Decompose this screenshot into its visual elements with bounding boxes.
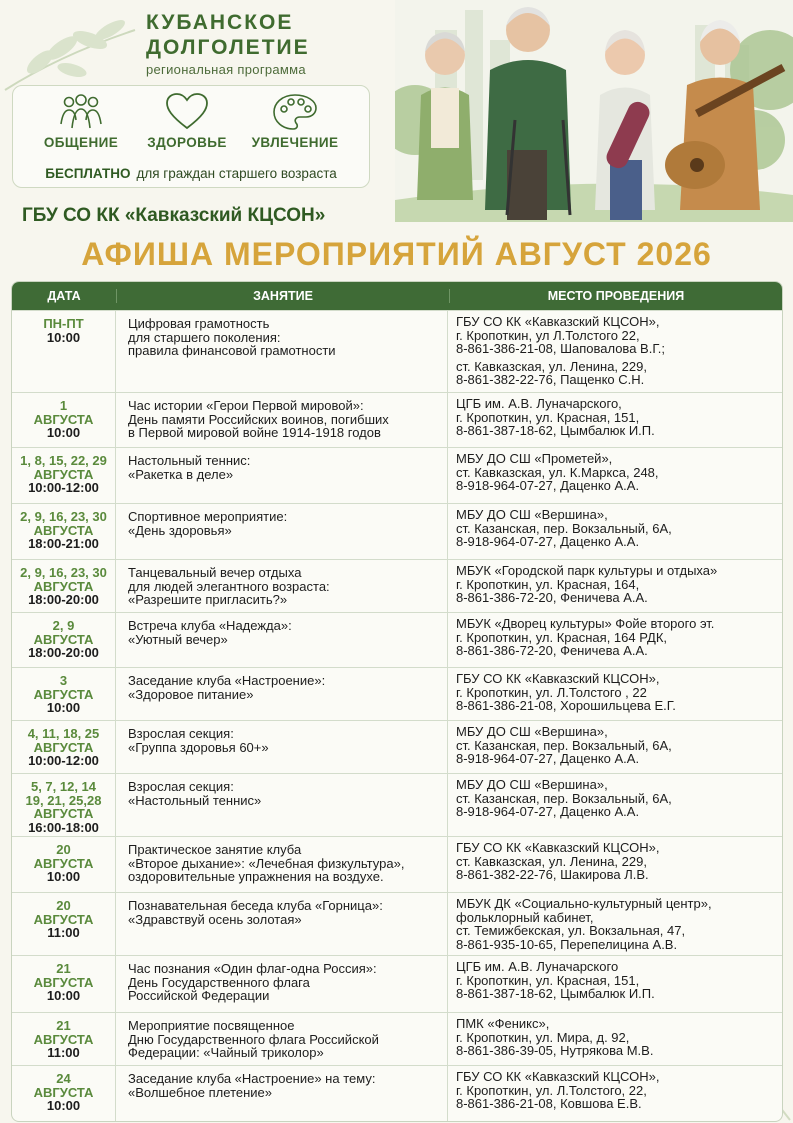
place-line: 8-861-382-22-76, Шакирова Л.В. xyxy=(456,867,649,882)
people-icon xyxy=(57,92,105,132)
table-row xyxy=(12,667,782,720)
table-row xyxy=(12,955,782,1012)
header-place: МЕСТО ПРОВЕДЕНИЯ xyxy=(547,289,685,303)
poster-title: АФИША МЕРОПРИЯТИЙ АВГУСТ 2026 xyxy=(81,236,712,272)
free-note xyxy=(13,166,369,181)
place-cell xyxy=(448,393,782,447)
place-line: г. Кропоткин, ул. Красная, 164 РДК, xyxy=(456,629,668,645)
date-text: 19, 21, 25,28 xyxy=(25,792,102,808)
activity-line: Практическое занятие клуба xyxy=(128,842,302,857)
table-row xyxy=(12,773,782,836)
place-line: ГБУ СО КК «Кавказский КЦСОН», xyxy=(456,1069,660,1084)
time-text: 10:00-12:00 xyxy=(28,480,99,495)
place-cell xyxy=(448,668,782,720)
place-line: 8-861-386-21-08, Ковшова Е.В. xyxy=(456,1096,642,1111)
free-note-text: для граждан старшего возраста xyxy=(136,166,337,181)
place-line: МБУ ДО СШ «Прометей», xyxy=(456,451,613,466)
seniors-illustration xyxy=(395,0,793,222)
features-panel xyxy=(12,85,370,188)
activity-line: Заседание клуба «Настроение»: xyxy=(128,673,326,688)
date-text: 21 xyxy=(56,961,71,976)
place-cell xyxy=(448,613,782,667)
date-cell xyxy=(12,560,116,612)
date-text: 3 xyxy=(59,673,68,688)
activity-line: оздоровительные упражнения на воздухе. xyxy=(128,869,384,884)
time-text: 10:00 xyxy=(46,869,81,884)
table-row xyxy=(12,310,782,392)
activity-cell xyxy=(116,393,448,447)
date-text: АВГУСТА xyxy=(33,411,94,427)
activity-line: «Второе дыхание»: «Лечебная физкультура», xyxy=(128,855,405,871)
place-cell xyxy=(448,837,782,892)
time-text: 10:00 xyxy=(46,1098,81,1113)
feature-label: ОБЩЕНИЕ xyxy=(43,135,119,150)
date-text: АВГУСТА xyxy=(33,578,94,594)
schedule-table xyxy=(11,281,783,1122)
activity-cell xyxy=(116,448,448,503)
date-cell xyxy=(12,956,116,1012)
date-text: 21 xyxy=(56,1018,71,1033)
activity-cell xyxy=(116,893,448,955)
date-cell xyxy=(12,448,116,503)
program-title-line1: КУБАНСКОЕ xyxy=(146,11,294,34)
date-text: АВГУСТА xyxy=(33,522,94,538)
place-line: ГБУ СО КК «Кавказский КЦСОН», xyxy=(456,840,660,855)
date-text: 20 xyxy=(56,898,71,913)
activity-cell xyxy=(116,311,448,392)
place-line: фольклорный кабинет, xyxy=(456,909,594,925)
activity-line: Дню Государственного флага Российской xyxy=(128,1031,379,1047)
place-line: 8-861-386-21-08, Шаповалова В.Г.; xyxy=(456,341,665,356)
activity-line: Заседание клуба «Настроение» на тему: xyxy=(128,1071,376,1086)
activity-line: «Здоровое питание» xyxy=(128,686,254,702)
activity-line: правила финансовой грамотности xyxy=(128,343,336,358)
date-text: АВГУСТА xyxy=(33,974,94,990)
place-line: МБУ ДО СШ «Вершина», xyxy=(456,724,608,739)
time-text: 18:00-21:00 xyxy=(28,536,99,551)
activity-line: «Настольный теннис» xyxy=(128,792,262,808)
date-text: 1, 8, 15, 22, 29 xyxy=(20,453,107,468)
table-row xyxy=(12,1065,782,1121)
heart-icon xyxy=(163,92,211,132)
time-text: 10:00 xyxy=(46,329,81,345)
date-cell xyxy=(12,774,116,836)
place-line: ст. Казанская, пер. Вокзальный, 6А, xyxy=(456,737,672,753)
place-line: г. Кропоткин, ул. Л.Толстого , 22 xyxy=(456,684,647,700)
place-line: 8-861-387-18-62, Цымбалюк И.П. xyxy=(456,423,655,438)
place-cell xyxy=(448,721,782,773)
table-row xyxy=(12,1012,782,1065)
time-text: 10:00 xyxy=(46,700,81,715)
activity-line: Федерации: «Чайный триколор» xyxy=(128,1045,324,1060)
date-text: ПН-ПТ xyxy=(43,316,84,331)
place-line: ст. Кавказская, ул. К.Маркса, 248, xyxy=(456,464,659,480)
time-text: 16:00-18:00 xyxy=(28,819,99,835)
table-row xyxy=(12,392,782,447)
date-cell xyxy=(12,311,116,392)
activity-cell xyxy=(116,774,448,836)
table-header xyxy=(12,282,782,310)
time-text: 10:00 xyxy=(46,988,81,1003)
organization-name: ГБУ СО КК «Кавказский КЦСОН» xyxy=(22,205,326,226)
activity-line: «Разрешите пригласить?» xyxy=(128,592,288,607)
activity-cell xyxy=(116,1066,448,1121)
activity-line: Взрослая секция: xyxy=(128,726,234,741)
date-cell xyxy=(12,613,116,667)
place-line: ПМК «Феникс», xyxy=(456,1016,550,1031)
place-cell xyxy=(448,1066,782,1121)
activity-line: Взрослая секция: xyxy=(128,779,234,794)
place-line: г. Кропоткин, ул. Красная, 151, xyxy=(456,972,640,988)
time-text: 11:00 xyxy=(47,1045,80,1060)
date-text: АВГУСТА xyxy=(33,739,94,755)
place-line: ГБУ СО КК «Кавказский КЦСОН», xyxy=(456,314,660,329)
place-line: 8-861-382-22-76, Пащенко С.Н. xyxy=(456,372,645,387)
table-row xyxy=(12,720,782,773)
date-cell xyxy=(12,721,116,773)
table-row xyxy=(12,892,782,955)
activity-cell xyxy=(116,668,448,720)
date-cell xyxy=(12,393,116,447)
place-line: 8-918-964-07-27, Даценко А.А. xyxy=(456,804,640,819)
activity-cell xyxy=(116,837,448,892)
table-row xyxy=(12,612,782,667)
date-text: АВГУСТА xyxy=(33,1084,94,1100)
program-subtitle: региональная программа xyxy=(146,62,306,77)
table-row xyxy=(12,447,782,503)
time-text: 11:00 xyxy=(47,925,80,940)
place-line: ст. Темижбекская, ул. Вокзальная, 47, xyxy=(456,923,686,938)
activity-line: Настольный теннис: xyxy=(128,453,251,468)
date-text: АВГУСТА xyxy=(33,911,94,927)
activity-cell xyxy=(116,956,448,1012)
feature-communication xyxy=(31,92,131,150)
place-cell xyxy=(448,774,782,836)
feature-health xyxy=(137,92,237,150)
activity-line: Познавательная беседа клуба «Горница»: xyxy=(128,898,383,913)
place-line: МБУК «Городской парк культуры и отдыха» xyxy=(456,563,718,578)
program-brand xyxy=(146,10,310,77)
place-line: 8-861-386-72-20, Феничева А.А. xyxy=(456,590,648,605)
feature-hobby xyxy=(245,92,345,150)
activity-line: Российской Федерации xyxy=(128,988,270,1003)
program-title-line2: ДОЛГОЛЕТИЕ xyxy=(146,36,310,59)
place-line: 8-861-386-21-08, Хорошильцева Е.Г. xyxy=(456,698,676,713)
place-line: МБУК ДК «Социально-культурный центр», xyxy=(456,896,712,911)
date-cell xyxy=(12,668,116,720)
date-text: АВГУСТА xyxy=(33,686,94,702)
place-cell xyxy=(448,560,782,612)
place-line: 8-918-964-07-27, Даценко А.А. xyxy=(456,478,640,493)
date-cell xyxy=(12,837,116,892)
activity-line: для людей элегантного возраста: xyxy=(128,578,330,594)
activity-line: День памяти Российских воинов, погибших xyxy=(128,411,389,427)
date-text: 5, 7, 12, 14 xyxy=(30,779,97,794)
place-line: г. Кропоткин, ул. Красная, 151, xyxy=(456,409,640,425)
place-cell xyxy=(448,893,782,955)
activity-cell xyxy=(116,560,448,612)
activity-line: в Первой мировой войне 1914-1918 годов xyxy=(128,425,381,440)
activity-line: «День здоровья» xyxy=(128,522,232,538)
place-line: 8-861-386-39-05, Нутрякова М.В. xyxy=(456,1043,654,1058)
date-text: 2, 9, 16, 23, 30 xyxy=(20,509,107,524)
header-date: ДАТА xyxy=(12,289,117,303)
date-cell xyxy=(12,504,116,559)
place-cell xyxy=(448,956,782,1012)
place-line: ЦГБ им. А.В. Луначарского xyxy=(456,959,619,974)
activity-cell xyxy=(116,613,448,667)
place-cell xyxy=(448,1013,782,1065)
place-line: г. Кропоткин, ул. Мира, д. 92, xyxy=(456,1029,630,1045)
place-line: 8-861-387-18-62, Цымбалюк И.П. xyxy=(456,986,655,1001)
time-text: 10:00-12:00 xyxy=(28,753,99,768)
place-line: 8-918-964-07-27, Даценко А.А. xyxy=(456,751,640,766)
place-line: ст. Кавказская, ул. Ленина, 229, xyxy=(456,358,647,374)
date-cell xyxy=(12,1013,116,1065)
date-text: 1 xyxy=(59,398,68,413)
activity-cell xyxy=(116,721,448,773)
place-line: 8-918-964-07-27, Даценко А.А. xyxy=(456,534,640,549)
place-line: г. Кропоткин, ул. Красная, 164, xyxy=(456,576,640,592)
date-cell xyxy=(12,893,116,955)
place-line: г. Кропоткин, ул Л.Толстого 22, xyxy=(456,327,640,343)
activity-line: «Уютный вечер» xyxy=(128,631,228,647)
place-line: 8-861-935-10-65, Перепелицина А.В. xyxy=(456,936,678,952)
date-text: 24 xyxy=(56,1071,71,1086)
time-text: 18:00-20:00 xyxy=(28,592,99,607)
place-line: МБУК «Дворец культуры» Фойе второго эт. xyxy=(456,616,715,631)
date-text: 20 xyxy=(56,842,71,857)
date-text: АВГУСТА xyxy=(33,1031,94,1047)
activity-cell xyxy=(116,1013,448,1065)
activity-line: День Государственного флага xyxy=(128,974,310,990)
activity-line: для старшего поколения: xyxy=(128,329,281,345)
place-line: ЦГБ им. А.В. Луначарского, xyxy=(456,396,622,411)
free-note-strong: БЕСПЛАТНО xyxy=(45,166,131,181)
feature-label: УВЛЕЧЕНИЕ xyxy=(251,135,339,150)
activity-line: «Группа здоровья 60+» xyxy=(128,739,269,755)
time-text: 18:00-20:00 xyxy=(28,645,99,660)
place-line: ГБУ СО КК «Кавказский КЦСОН», xyxy=(456,671,660,686)
activity-cell xyxy=(116,504,448,559)
activity-line: «Волшебное плетение» xyxy=(128,1084,273,1100)
date-cell xyxy=(12,1066,116,1121)
date-text: АВГУСТА xyxy=(33,466,94,482)
activity-line: Цифровая грамотность xyxy=(128,316,270,331)
feature-label: ЗДОРОВЬЕ xyxy=(147,135,227,150)
place-line: МБУ ДО СШ «Вершина», xyxy=(456,777,608,792)
activity-line: «Ракетка в деле» xyxy=(128,466,234,482)
place-line: 8-861-386-72-20, Феничева А.А. xyxy=(456,643,648,658)
place-line: ст. Казанская, пер. Вокзальный, 6А, xyxy=(456,520,672,536)
header-activity: ЗАНЯТИЕ xyxy=(117,289,450,303)
table-row xyxy=(12,503,782,559)
place-cell xyxy=(448,311,782,392)
place-line: ст. Казанская, пер. Вокзальный, 6А, xyxy=(456,790,672,806)
date-text: АВГУСТА xyxy=(33,855,94,871)
place-cell xyxy=(448,448,782,503)
date-text: АВГУСТА xyxy=(33,806,94,821)
activity-line: Танцевальный вечер отдыха xyxy=(128,565,302,580)
date-text: 2, 9 xyxy=(52,618,75,633)
place-cell xyxy=(448,504,782,559)
activity-line: Спортивное мероприятие: xyxy=(128,509,288,524)
date-text: 2, 9, 16, 23, 30 xyxy=(20,565,107,580)
table-row xyxy=(12,559,782,612)
place-line: ст. Кавказская, ул. Ленина, 229, xyxy=(456,853,647,869)
table-body xyxy=(12,310,782,1121)
activity-line: Мероприятие посвященное xyxy=(128,1018,295,1033)
time-text: 10:00 xyxy=(46,425,81,440)
table-row xyxy=(12,836,782,892)
activity-line: Час истории «Герои Первой мировой»: xyxy=(128,398,364,413)
palette-icon xyxy=(271,92,319,132)
place-line: МБУ ДО СШ «Вершина», xyxy=(456,507,608,522)
date-text: 4, 11, 18, 25 xyxy=(27,726,100,741)
place-line: г. Кропоткин, ул. Л.Толстого, 22, xyxy=(456,1082,647,1098)
activity-line: «Здравствуй осень золотая» xyxy=(128,911,302,927)
activity-line: Час познания «Один флаг-одна Россия»: xyxy=(128,961,377,976)
activity-line: Встреча клуба «Надежда»: xyxy=(128,618,292,633)
date-text: АВГУСТА xyxy=(33,631,94,647)
